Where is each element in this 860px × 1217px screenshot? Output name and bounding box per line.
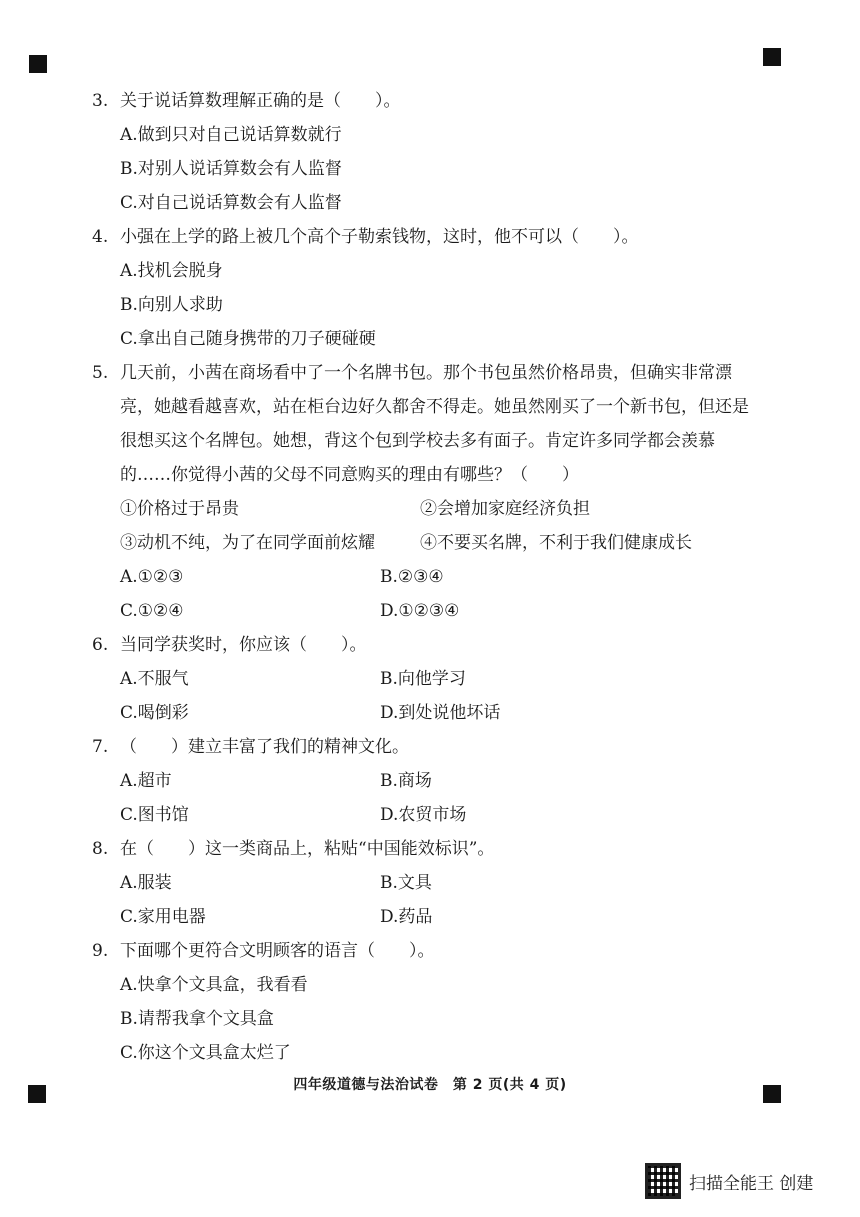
question-stem [92,832,792,866]
option-b: B.请帮我拿个文具盒 [120,1009,274,1029]
question-text: 当同学获奖时，你应该（ ）。 [120,635,367,655]
option-a: A.快拿个文具盒，我看看 [120,975,308,995]
option-row [92,594,792,628]
question-4 [92,220,792,356]
question-3 [92,84,792,220]
option-d: D.①②③④ [380,601,460,621]
question-number: 8. [92,839,109,859]
scanner-watermark [645,1163,813,1199]
option-b: B.商场 [380,771,432,791]
option-c: C.拿出自己随身携带的刀子硬碰硬 [120,329,376,349]
option-c: C.喝倒彩 [120,703,189,723]
watermark-text: 扫描全能王 创建 [689,1173,814,1194]
registration-mark-top-left [29,55,47,73]
statement-row [92,492,792,526]
option-a: A.服装 [120,873,172,893]
option-row [92,662,792,696]
question-number: 5. [92,363,109,383]
option-row [92,696,792,730]
question-text: 亮，她越看越喜欢，站在柜台边好久都舍不得走。她虽然刚买了一个新书包，但还是 [120,397,749,417]
option-a: A.①②③ [120,567,184,587]
statement-item: ②会增加家庭经济负担 [420,499,590,519]
question-stem [92,220,792,254]
qr-code-icon [645,1163,681,1199]
question-number: 4. [92,227,109,247]
option-a: A.找机会脱身 [120,261,223,281]
question-number: 9. [92,941,109,961]
option-c: C.你这个文具盒太烂了 [120,1043,291,1063]
option-c: C.对自己说话算数会有人监督 [120,193,342,213]
option-d: D.农贸市场 [380,805,467,825]
question-9 [92,934,792,1070]
question-stem [92,730,792,764]
question-number: 6. [92,635,109,655]
question-text: 的……你觉得小茜的父母不同意购买的理由有哪些？（ ） [120,465,579,485]
option-row [92,560,792,594]
option-b: B.文具 [380,873,432,893]
question-6 [92,628,792,730]
question-stem-continued [92,424,792,458]
statement-item: ①价格过于昂贵 [120,499,239,519]
option-b: B.对别人说话算数会有人监督 [120,159,342,179]
question-text: 几天前，小茜在商场看中了一个名牌书包。那个书包虽然价格昂贵，但确实非常漂 [120,363,732,383]
question-number: 3. [92,91,109,111]
question-text: 关于说话算数理解正确的是（ ）。 [120,91,401,111]
question-stem [92,84,792,118]
option-row [92,798,792,832]
question-stem [92,628,792,662]
question-text: 小强在上学的路上被几个高个子勒索钱物，这时，他不可以（ ）。 [120,227,639,247]
question-8 [92,832,792,934]
option-row [92,900,792,934]
question-text: 在（ ）这一类商品上，粘贴“中国能效标识”。 [120,839,495,859]
question-text: 下面哪个更符合文明顾客的语言（ ）。 [120,941,435,961]
option-b: B.向别人求助 [120,295,223,315]
question-list [92,84,792,1070]
question-number: 7. [92,737,109,757]
question-text: （ ）建立丰富了我们的精神文化。 [120,737,409,757]
option-d: D.到处说他坏话 [380,703,501,723]
option-row [92,764,792,798]
option-b: B.向他学习 [380,669,466,689]
registration-mark-top-right [763,48,781,66]
question-stem [92,934,792,968]
option-row [92,866,792,900]
option-b: B.②③④ [380,567,444,587]
question-text: 很想买这个名牌包。她想，背这个包到学校去多有面子。肯定许多同学都会羡慕 [120,431,715,451]
option-a: A.不服气 [120,669,189,689]
option-c: C.图书馆 [120,805,189,825]
question-stem-continued [92,458,792,492]
page-footer: 四年级道德与法治试卷 第 2 页(共 4 页) [293,1077,567,1093]
option-d: D.药品 [380,907,433,927]
option-a: A.做到只对自己说话算数就行 [120,125,342,145]
statement-item: ④不要买名牌，不利于我们健康成长 [420,533,692,553]
question-5 [92,356,792,628]
question-7 [92,730,792,832]
statement-item: ③动机不纯，为了在同学面前炫耀 [120,533,375,553]
statement-row [92,526,792,560]
question-stem-continued [92,390,792,424]
question-stem [92,356,792,390]
option-c: C.①②④ [120,601,184,621]
option-a: A.超市 [120,771,172,791]
option-c: C.家用电器 [120,907,206,927]
